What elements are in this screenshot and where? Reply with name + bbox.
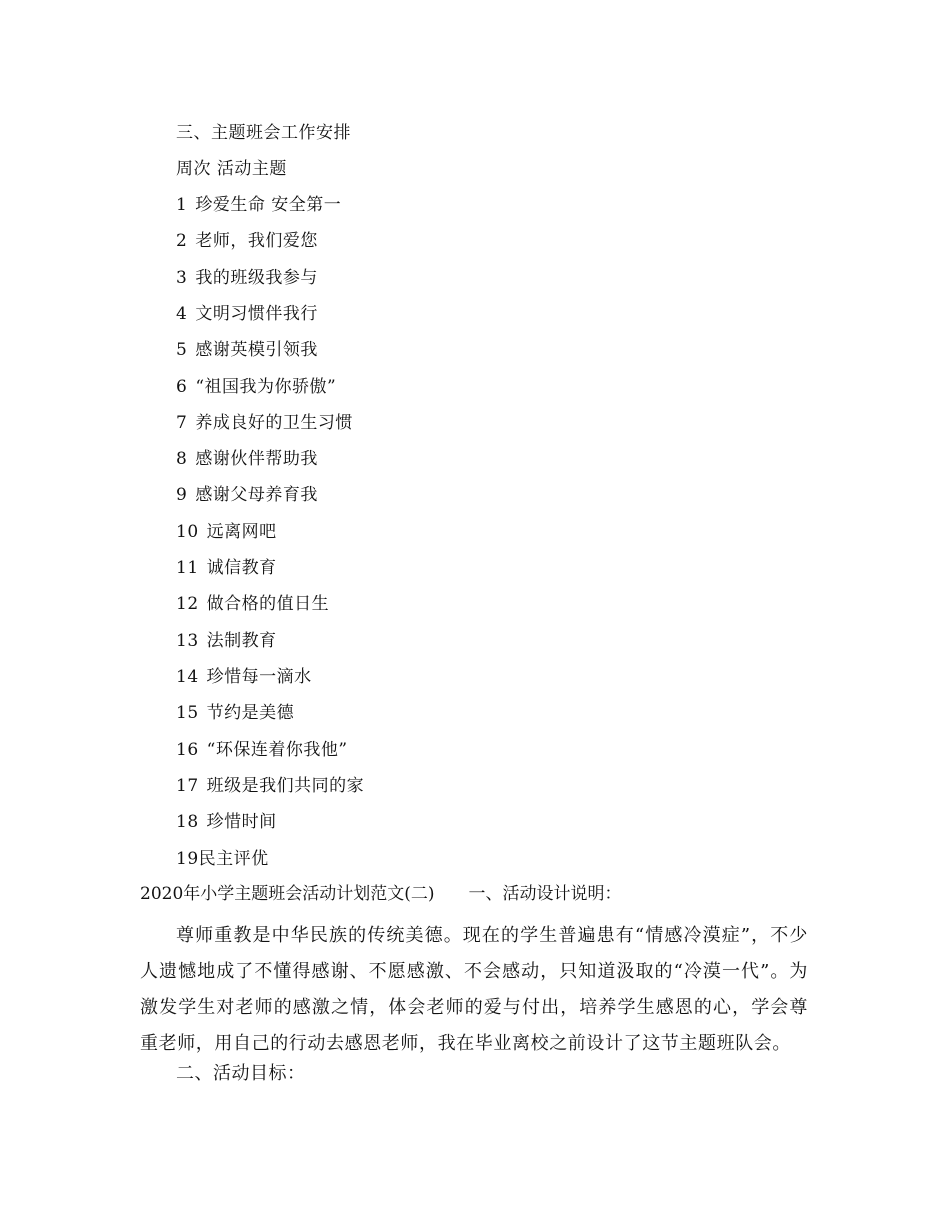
activity-topic: 老师，我们爱您: [195, 231, 318, 251]
activity-topic: 珍惜时间: [206, 812, 277, 832]
schedule-row: [176, 194, 341, 216]
body-paragraph: 尊师重教是中华民族的传统美德。现在的学生普遍患有“情感冷漠症”，不少人遗憾地成了不懂得感谢、不愿感激、不会感动，只知道汲取的“冷漠一代”。为激发学生对老师的感激之情，体会老师的爱与付出，培养学生感恩的心，学会尊重老师，用自己的行动去感恩老师，我在毕业离校之前设计了这节主题班队会。: [140, 925, 808, 1054]
activity-topic: 文明习惯伴我行: [195, 304, 318, 324]
week-number: 18: [176, 812, 199, 832]
week-number: 14: [176, 667, 199, 687]
activity-topic: “祖国我为你骄傲”: [195, 377, 337, 397]
week-number: 6: [176, 377, 188, 397]
week-number: 4: [176, 304, 188, 324]
schedule-row: [176, 448, 318, 470]
schedule-row: [176, 630, 277, 652]
activity-topic: 珍惜每一滴水: [206, 667, 312, 687]
activity-topic: 做合格的值日生: [206, 594, 330, 614]
document-title: 2020年小学主题班会活动计划范文(二): [140, 884, 435, 904]
activity-topic: “环保连着你我他”: [206, 740, 348, 760]
week-number: 3: [176, 268, 188, 288]
week-number: 13: [176, 631, 199, 651]
activity-topic: 感谢伙伴帮助我: [195, 449, 318, 469]
week-number: 8: [176, 449, 188, 469]
document-title-line: [140, 882, 622, 906]
week-number: 2: [176, 231, 188, 251]
section-subheading: 一、活动设计说明：: [468, 884, 622, 904]
section-heading: 三、主题班会工作安排: [176, 123, 351, 143]
week-number: 5: [176, 340, 188, 360]
schedule-row: [176, 339, 318, 361]
activity-topic: 远离网吧: [206, 522, 277, 542]
activity-topic: 我的班级我参与: [195, 268, 318, 288]
schedule-row: [176, 521, 277, 543]
activity-topic: 班级是我们共同的家: [206, 776, 365, 796]
schedule-row: [176, 666, 312, 688]
activity-topic: 诚信教育: [206, 558, 277, 578]
activity-topic: 感谢父母养育我: [195, 485, 318, 505]
schedule-row: [176, 267, 318, 289]
schedule-row: [176, 484, 318, 506]
schedule-row: [176, 376, 336, 398]
week-number: 12: [176, 594, 199, 614]
schedule-row: [176, 811, 277, 833]
week-number: 7: [176, 413, 188, 433]
week-number: 15: [176, 703, 199, 723]
week-number: 16: [176, 740, 199, 760]
schedule-row: [176, 775, 364, 797]
week-number: 11: [176, 558, 199, 578]
week-number: 9: [176, 485, 188, 505]
objectives-heading: 二、活动目标：: [176, 1063, 306, 1084]
schedule-table-header: 周次 活动主题: [176, 159, 287, 179]
activity-topic: 养成良好的卫生习惯: [195, 413, 353, 433]
schedule-row: [176, 303, 318, 325]
schedule-row: [176, 557, 277, 579]
activity-topic: 节约是美德: [206, 703, 295, 723]
schedule-row: [176, 702, 294, 724]
week-number: 1: [176, 195, 188, 215]
activity-topic: 感谢英模引领我: [195, 340, 318, 360]
schedule-row: [176, 739, 348, 761]
week-number: 10: [176, 522, 199, 542]
activity-topic: 珍爱生命 安全第一: [195, 195, 342, 215]
schedule-last-item: 19民主评优: [176, 849, 269, 869]
schedule-row: [176, 593, 329, 615]
week-number: 17: [176, 776, 199, 796]
schedule-row: [176, 412, 353, 434]
activity-topic: 法制教育: [206, 631, 277, 651]
schedule-row: [176, 230, 318, 252]
